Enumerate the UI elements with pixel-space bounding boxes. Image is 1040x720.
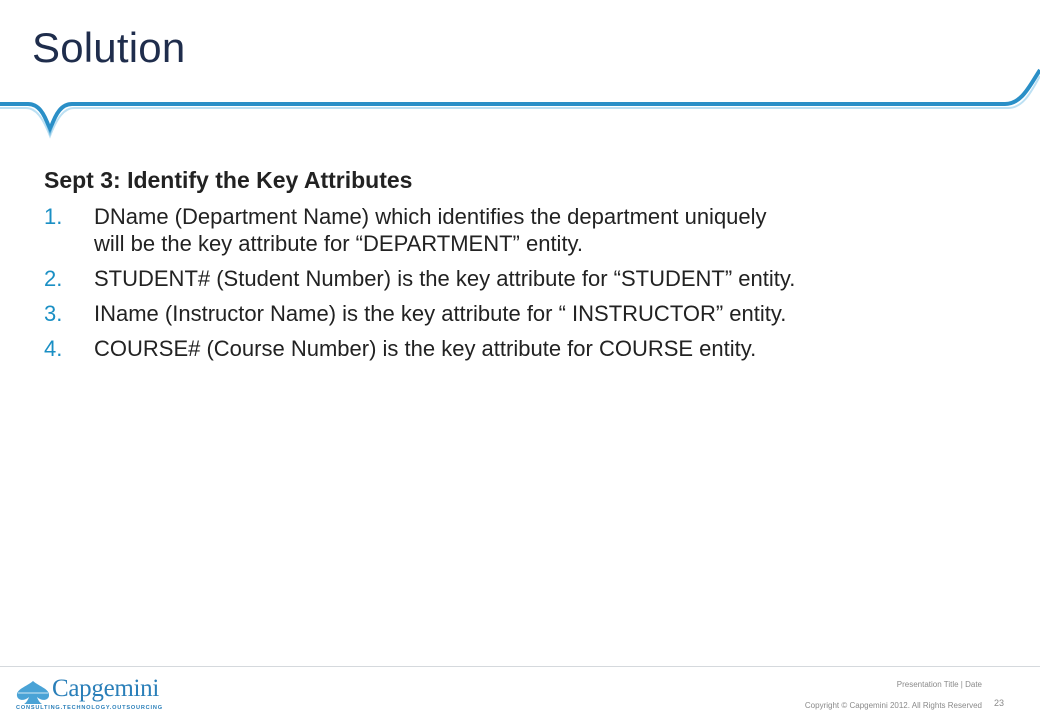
list-item-text: STUDENT# (Student Number) is the key attribute for “STUDENT” entity. <box>94 266 796 291</box>
list-item-number: 3. <box>44 301 63 326</box>
list-item-number: 2. <box>44 266 63 291</box>
spade-logo-icon <box>14 679 52 705</box>
logo-tagline: CONSULTING.TECHNOLOGY.OUTSOURCING <box>16 705 163 711</box>
list-item <box>44 300 1034 327</box>
logo-name: Capgemini <box>52 675 160 702</box>
slide-content <box>44 165 1034 370</box>
list-item <box>44 203 1034 257</box>
list-item <box>44 335 1034 362</box>
list-item-text <box>94 203 1034 257</box>
content-heading: Sept 3: Identify the Key Attributes <box>44 167 413 193</box>
footer-divider <box>0 666 1040 667</box>
capgemini-logo <box>14 675 164 715</box>
list-item-line: will be the key attribute for “DEPARTMENT” entity. <box>94 231 584 256</box>
page-number: 23 <box>993 698 1004 708</box>
list-item-line: DName (Department Name) which identifies the department uniquely <box>94 204 767 229</box>
copyright-text: Copyright © Capgemini 2012. All Rights Reserved <box>804 701 982 710</box>
list-item-number: 1. <box>44 204 63 229</box>
presentation-title: Presentation Title | Date <box>896 680 982 689</box>
slide-title: Solution <box>32 24 186 71</box>
list-item-text: COURSE# (Course Number) is the key attribute for COURSE entity. <box>94 336 757 361</box>
list-item-number: 4. <box>44 336 63 361</box>
list-item <box>44 265 1034 292</box>
list-item-text: IName (Instructor Name) is the key attribute for “ INSTRUCTOR” entity. <box>94 301 787 326</box>
